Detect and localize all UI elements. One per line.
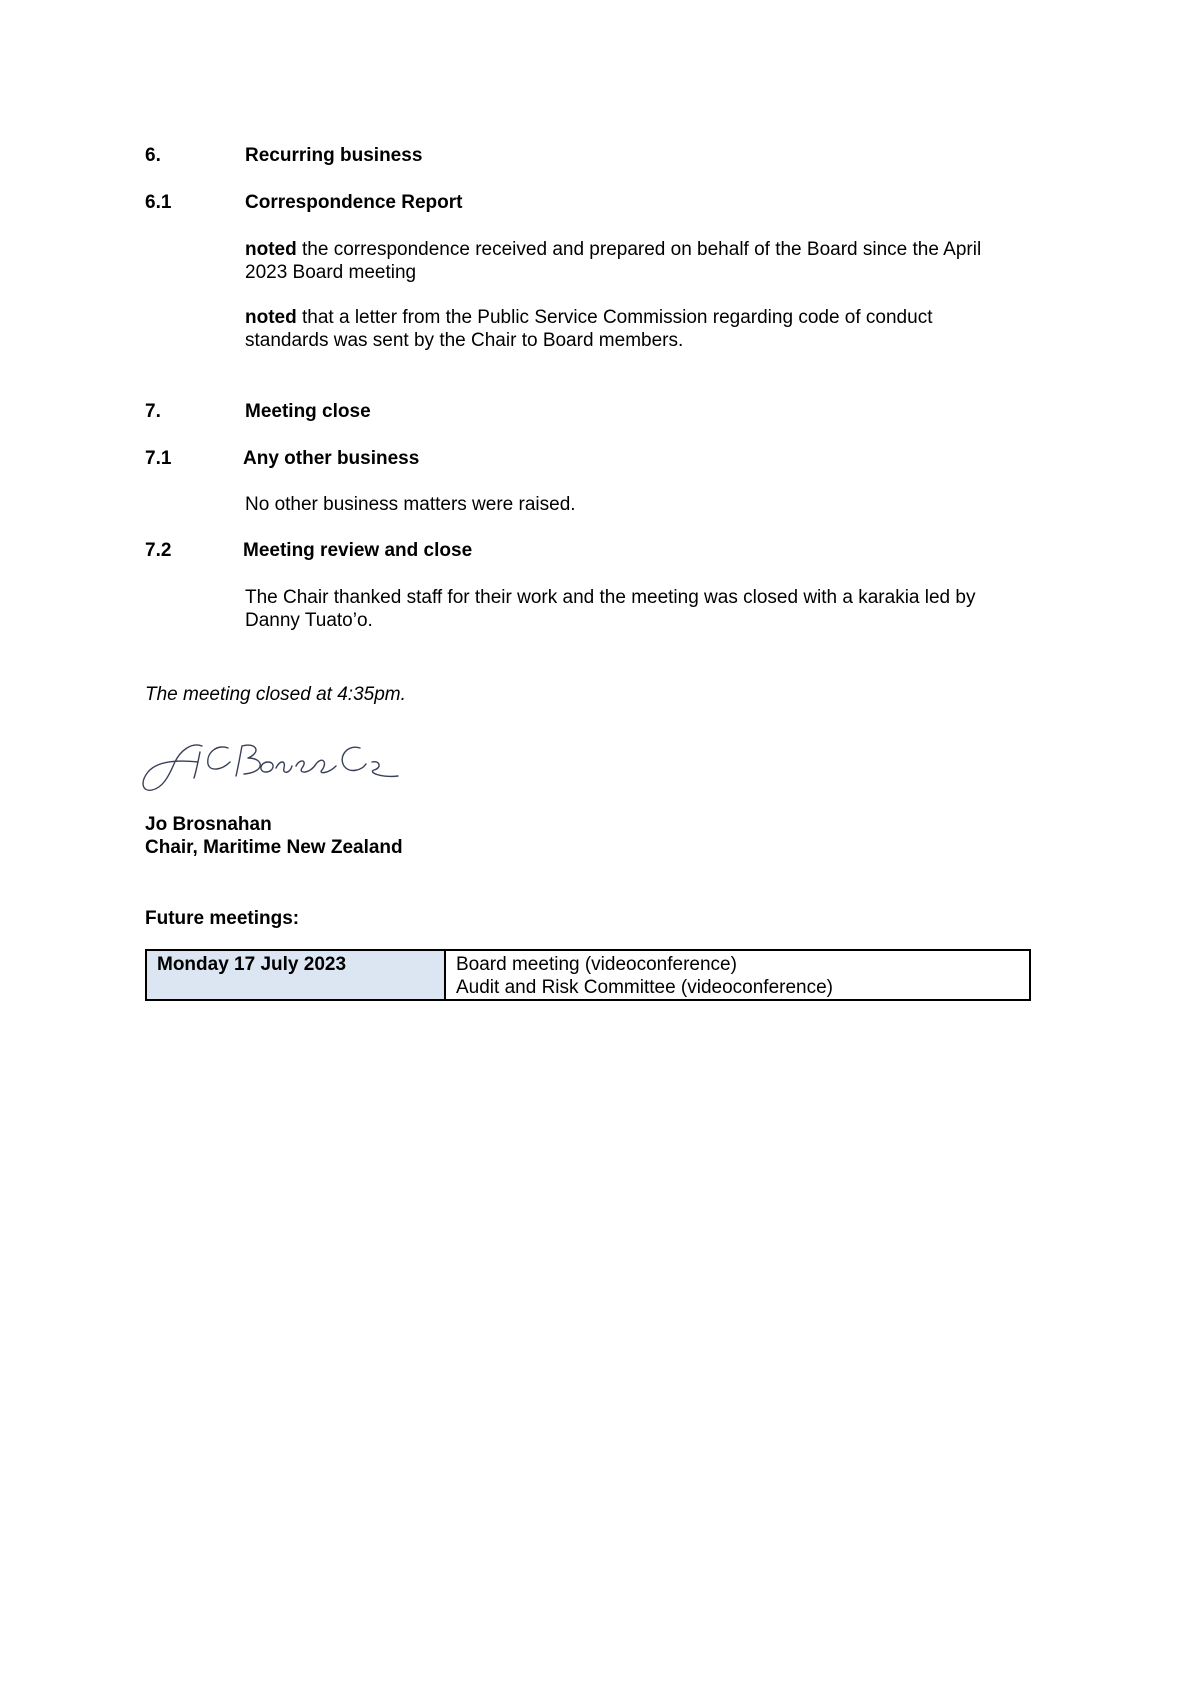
meeting-closed-note: The meeting closed at 4:35pm. xyxy=(145,684,406,705)
table-row xyxy=(146,950,1030,1000)
paragraph-text: 2023 Board meeting xyxy=(245,262,417,283)
section-7-2-title: Meeting review and close xyxy=(243,540,473,561)
other-business-text: No other business matters were raised. xyxy=(245,494,576,515)
section-6-title: Recurring business xyxy=(245,145,423,166)
future-meetings-table xyxy=(145,949,1031,1001)
section-6-1-title: Correspondence Report xyxy=(245,192,463,213)
paragraph-text: standards was sent by the Chair to Board members. xyxy=(245,330,684,351)
meeting-date: Monday 17 July 2023 xyxy=(146,950,445,1000)
review-close-paragraph xyxy=(245,586,1045,632)
meeting-item: Audit and Risk Committee (videoconference) xyxy=(456,977,834,998)
section-6-1-number: 6.1 xyxy=(145,192,172,213)
paragraph-text: The Chair thanked staff for their work and the meeting was closed with a karakia led by xyxy=(245,587,976,608)
future-meetings-heading: Future meetings: xyxy=(145,908,300,929)
signature-image xyxy=(140,738,400,796)
section-7-number: 7. xyxy=(145,401,161,422)
signatory-name: Jo Brosnahan xyxy=(145,814,272,835)
meeting-item: Board meeting (videoconference) xyxy=(456,954,737,975)
meeting-items-cell xyxy=(445,950,1030,1000)
paragraph-text: Danny Tuato’o. xyxy=(245,610,373,631)
correspondence-paragraph-2 xyxy=(245,306,1045,352)
section-6-number: 6. xyxy=(145,145,161,166)
section-7-1-title: Any other business xyxy=(243,448,420,469)
section-7-2-number: 7.2 xyxy=(145,540,172,561)
noted-keyword: noted xyxy=(245,239,297,260)
section-7-title: Meeting close xyxy=(245,401,371,422)
paragraph-text: that a letter from the Public Service Commission regarding code of conduct xyxy=(296,307,933,328)
signatory-role: Chair, Maritime New Zealand xyxy=(145,837,403,858)
section-7-1-number: 7.1 xyxy=(145,448,172,469)
noted-keyword: noted xyxy=(245,307,297,328)
paragraph-text: the correspondence received and prepared on behalf of the Board since the April xyxy=(296,239,982,260)
correspondence-paragraph-1 xyxy=(245,238,1045,284)
